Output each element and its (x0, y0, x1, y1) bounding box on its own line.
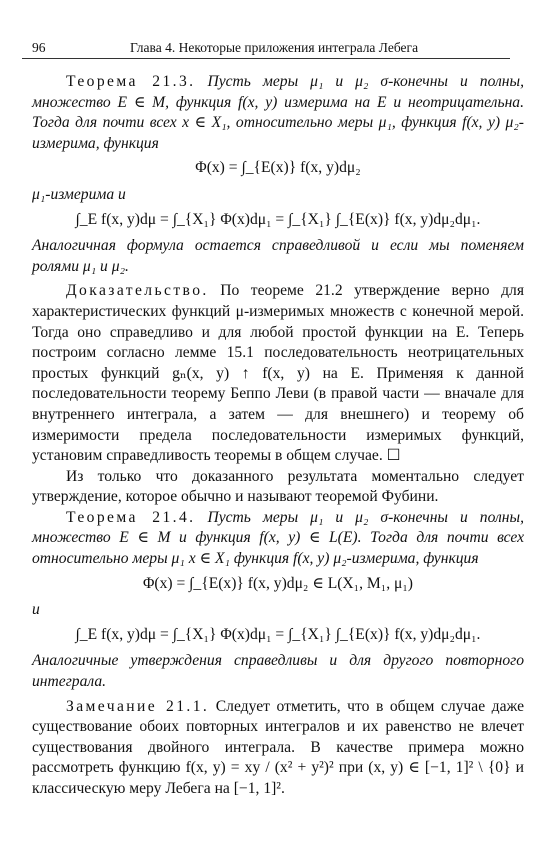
fubini-paragraph: Из только что доказанного результата моментально следует утверждение, которое обычно и называют теоремой Фубини. (32, 467, 524, 506)
formula-phi-1: Φ(x) = ∫_{E(x)} f(x, y)dμ₂ (195, 159, 361, 177)
theorem-21-3-statement: Пусть меры μ₁ и μ₂ σ-конечны и полны, множество E ∈ M, функция f(x, y) измерима на E и неотрицательна. Тогда для почти всех x ∈ X₁, относительно меры μ₁, функция f(x, y) μ₂-измерима, функция (32, 73, 524, 152)
theorem-21-4-conj: и (32, 601, 40, 619)
remark-21-1 (32, 697, 524, 800)
proof-text: По теореме 21.2 утверждение верно для характеристических функций μ-измеримых множеств с конечной мерой. Тогда оно справедливо и для любой простой функции на E. Теперь построим согласно лемме 15.1 последовательность неотрицательных простых функций gₙ(x, y) ↑ f(x, y) на E. Применяя к данной последовательности теорему Беппо Леви (в правой части — вначале для внутреннего интеграла, а затем — для внешнего) и теорему об измеримости предела последовательности измеримых функций, установим справедливость теоремы в общем случае. ☐ (32, 282, 524, 465)
theorem-21-4-remark: Аналогичные утверждения справедливы и для другого повторного интеграла. (32, 652, 524, 691)
chapter-title: Глава 4. Некоторые приложения интеграла Лебега (130, 40, 419, 55)
theorem-21-3-heading: Теорема 21.3. (66, 73, 196, 90)
formula-fubini-1: ∫_E f(x, y)dμ = ∫_{X₁} Φ(x)dμ₁ = ∫_{X₁} ∫_{E(x)} f(x, y)dμ₂dμ₁. (75, 210, 481, 228)
proof-heading: Доказательство. (66, 282, 209, 300)
formula-phi-2: Φ(x) = ∫_{E(x)} f(x, y)dμ₂ ∈ L(X₁, M₁, μ₁) (142, 574, 414, 592)
formula-fubini-2: ∫_E f(x, y)dμ = ∫_{X₁} Φ(x)dμ₁ = ∫_{X₁} ∫_{E(x)} f(x, y)dμ₂dμ₁. (75, 625, 481, 643)
theorem-21-4 (32, 508, 524, 570)
page-number: 96 (32, 40, 46, 55)
page-body (32, 72, 524, 800)
remark-21-1-heading: Замечание 21.1. (66, 697, 210, 715)
theorem-21-3 (32, 72, 524, 154)
theorem-21-3-continuation: μ₁-измерима и (32, 185, 126, 203)
remark-21-1-text: Следует отметить, что в общем случае даже существование обоих повторных интегралов и их равенство не влечет существования двойного интеграла. В качестве примера можно рассмотреть функцию f(x, y) = xy / (x² + y²)² при (x, y) ∈ [−1, 1]² \ {0} и классическую меру Лебега на [−1, 1]². (32, 697, 524, 797)
theorem-21-3-remark: Аналогичная формула остается справедливой и если мы поменяем ролями μ₁ и μ₂. (32, 237, 524, 275)
running-header (22, 40, 510, 59)
proof (32, 281, 524, 466)
theorem-21-4-statement: Пусть меры μ₁ и μ₂ σ-конечны и полны, множество E ∈ M и функция f(x, y) ∈ L(E). Тогда для почти всех относительно меры μ₁ x ∈ X₁ функция f(x, y) μ₂-измерима, функция (32, 508, 524, 568)
theorem-21-4-heading: Теорема 21.4. (66, 508, 196, 526)
